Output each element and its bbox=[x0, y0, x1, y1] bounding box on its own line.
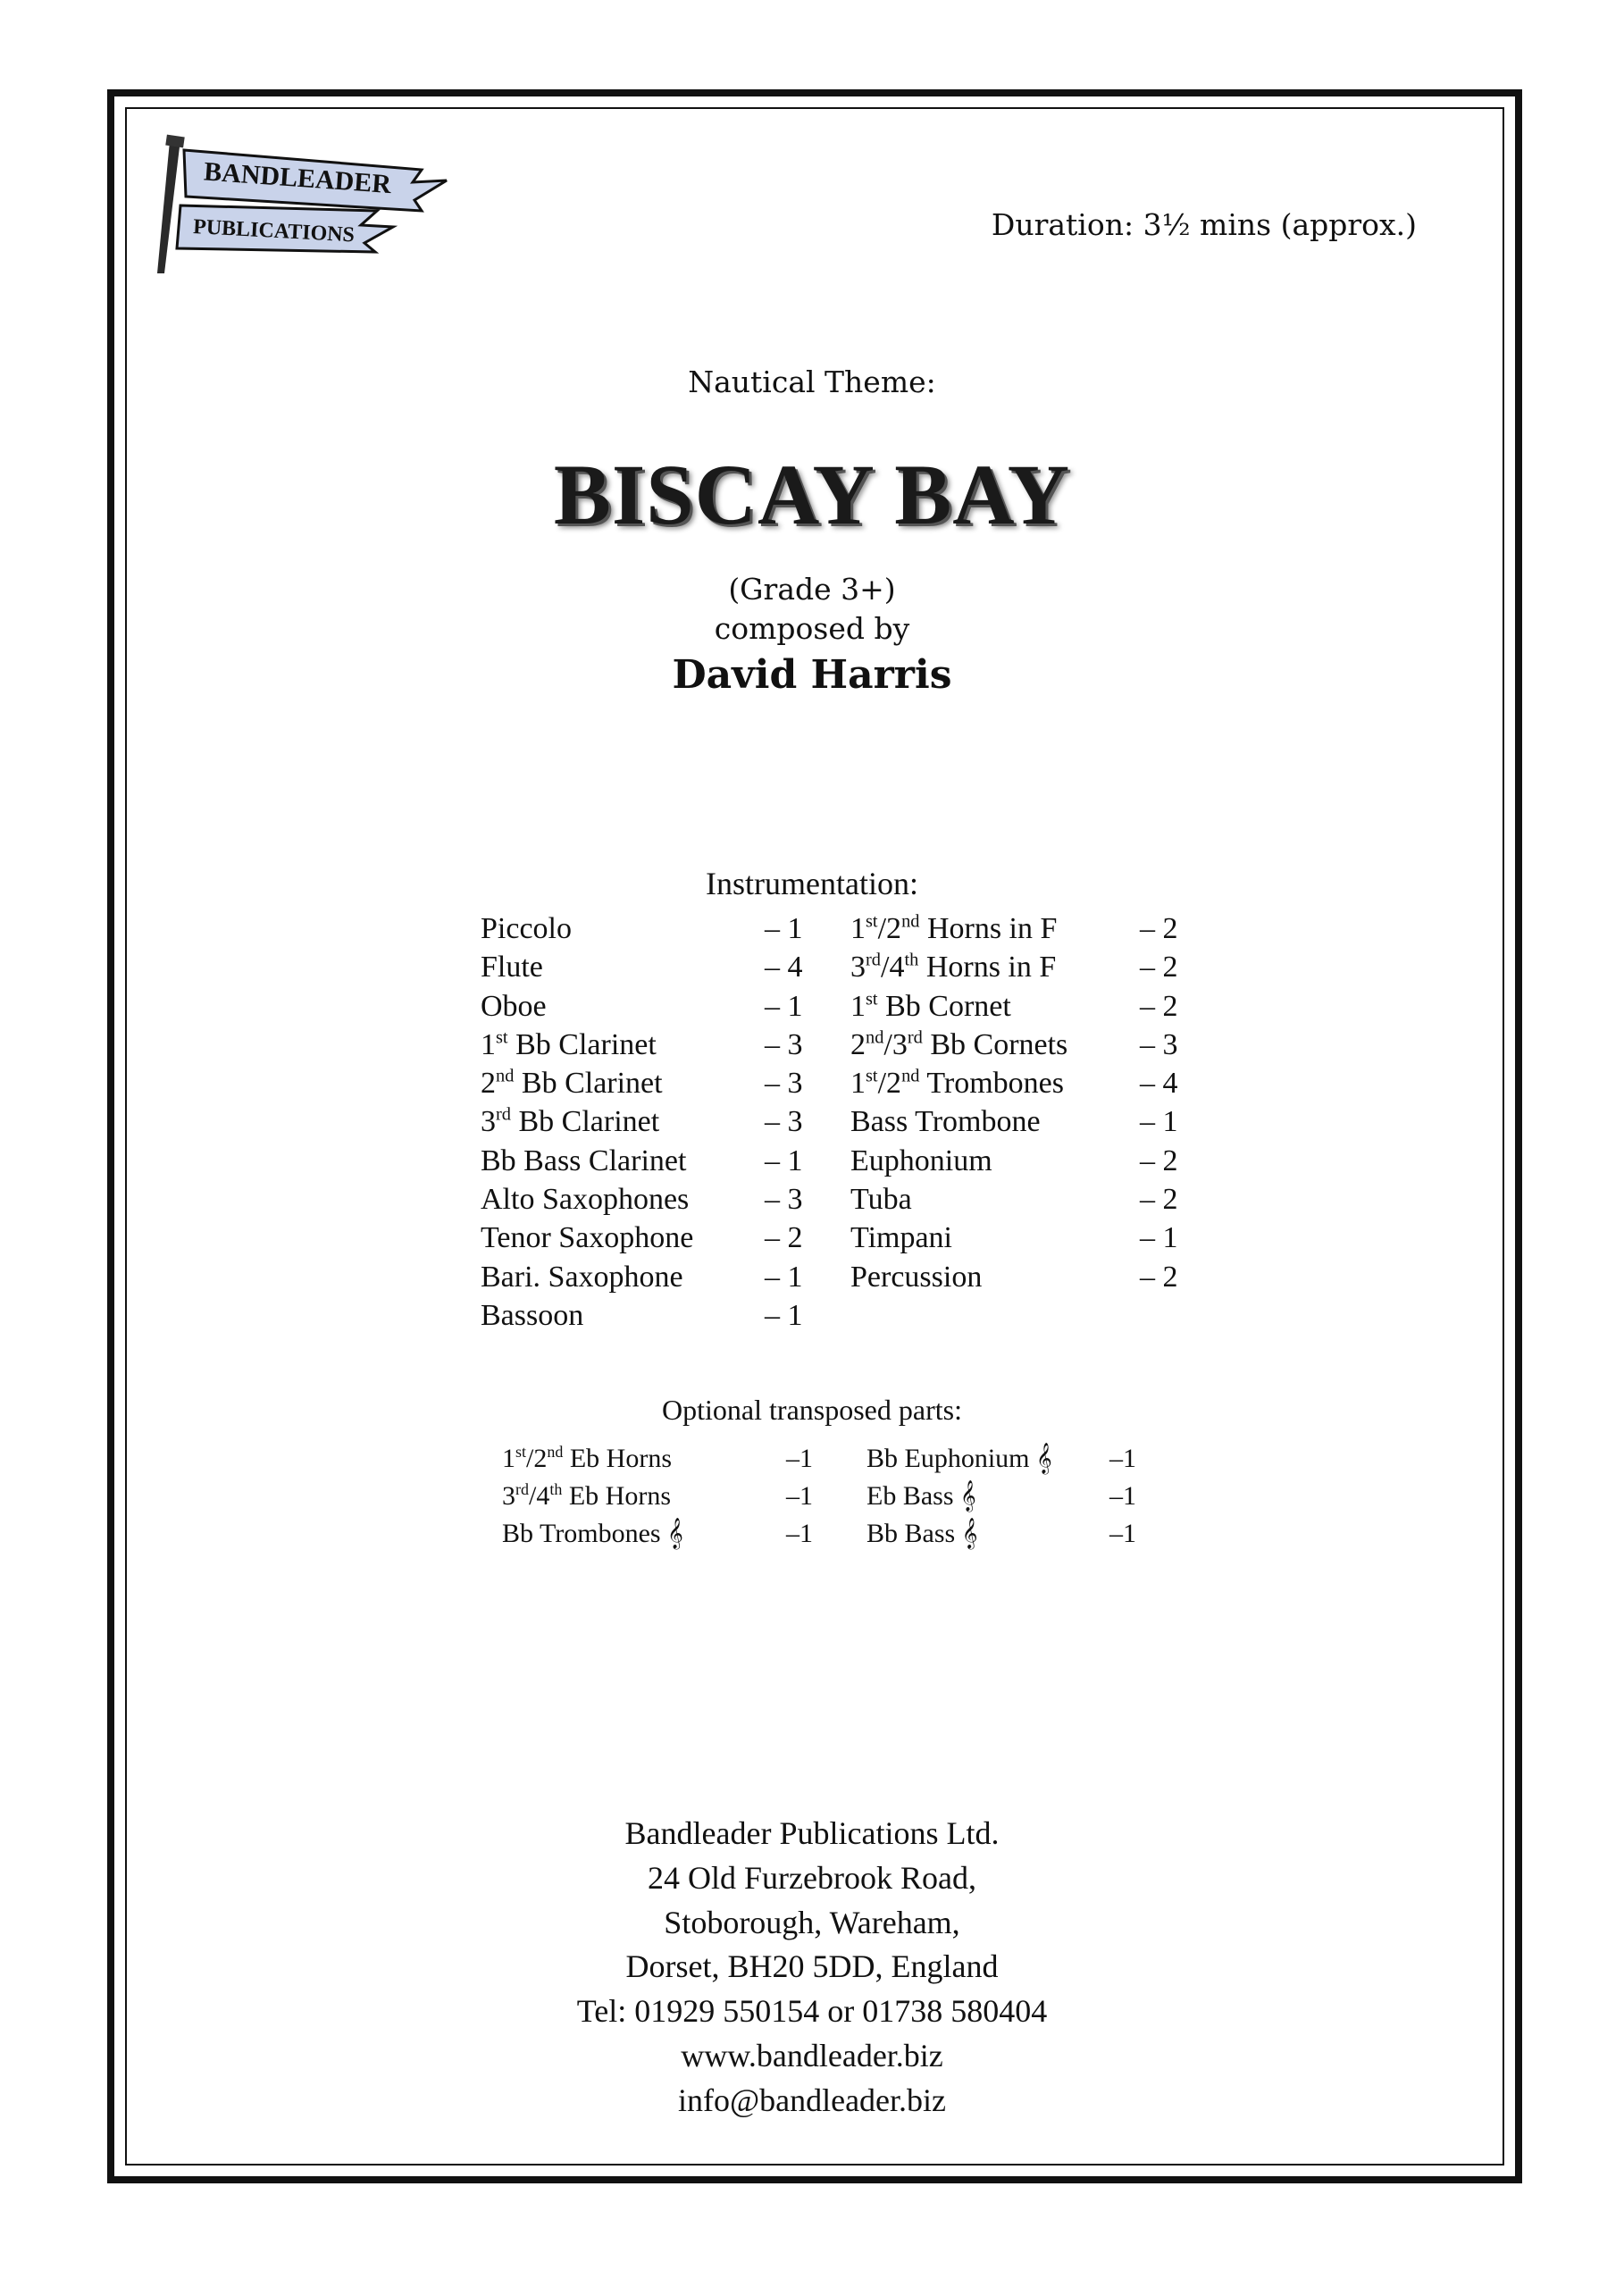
instrument-name: Percussion bbox=[850, 1260, 983, 1294]
list-item bbox=[481, 1064, 802, 1102]
list-item bbox=[850, 1026, 1181, 1064]
ordinal: /2 bbox=[877, 912, 902, 945]
instrument-name: Tuba bbox=[850, 1183, 912, 1217]
instrument-name: Alto Saxophones bbox=[481, 1183, 690, 1217]
street-line: 24 Old Furzebrook Road, bbox=[648, 1859, 976, 1896]
part-count: –1 bbox=[1109, 1444, 1136, 1473]
ordinal-suffix: nd bbox=[901, 911, 920, 932]
composed-by-label: composed by bbox=[714, 611, 910, 646]
publisher-address bbox=[0, 1812, 1624, 2124]
list-item bbox=[866, 1478, 1143, 1515]
ordinal: 3 bbox=[481, 1105, 496, 1139]
part-count: – 2 bbox=[1140, 989, 1178, 1023]
ordinal-suffix: st bbox=[866, 911, 878, 932]
list-item bbox=[481, 909, 802, 948]
website: www.bandleader.biz bbox=[681, 2037, 943, 2073]
ordinal-suffix: st bbox=[515, 1443, 527, 1461]
list-item bbox=[850, 1180, 1181, 1219]
part-count: – 2 bbox=[1140, 1144, 1178, 1177]
part-count: –1 bbox=[1109, 1481, 1136, 1511]
list-item bbox=[502, 1515, 824, 1553]
part-count: –1 bbox=[786, 1519, 813, 1548]
part-count: – 2 bbox=[1140, 1260, 1178, 1294]
theme-label: Nautical Theme: bbox=[688, 364, 936, 399]
ordinal-suffix: nd bbox=[901, 1066, 920, 1086]
part-count: –1 bbox=[786, 1444, 813, 1473]
instrument-name: Bb Bass Clarinet bbox=[481, 1144, 687, 1177]
ordinal: 3 bbox=[850, 951, 866, 984]
instrument-name: Euphonium bbox=[850, 1144, 992, 1177]
ordinal-suffix: st bbox=[866, 989, 878, 1009]
list-item bbox=[850, 1258, 1181, 1296]
email: info@bandleader.biz bbox=[677, 2082, 947, 2118]
part-count: –1 bbox=[786, 1481, 813, 1511]
instrument-name: Bb Bass bbox=[866, 1519, 962, 1548]
list-item bbox=[866, 1440, 1143, 1478]
list-item bbox=[502, 1478, 824, 1515]
instrument-name: Trombones bbox=[919, 1067, 1065, 1101]
instrument-name: Horns in F bbox=[919, 912, 1058, 945]
ordinal-suffix: rd bbox=[866, 950, 881, 970]
instrument-name: Bb Cornets bbox=[922, 1027, 1068, 1061]
part-count: – 1 bbox=[765, 1144, 803, 1177]
part-count: – 3 bbox=[765, 1027, 803, 1061]
part-count: – 1 bbox=[1140, 1221, 1178, 1255]
list-item bbox=[481, 987, 802, 1026]
instrument-name: Tenor Saxophone bbox=[481, 1221, 694, 1255]
part-count: – 4 bbox=[1140, 1067, 1178, 1101]
part-count: – 4 bbox=[765, 951, 803, 984]
page-title: BISCAY BAY bbox=[553, 447, 1071, 542]
instrument-name: Bb Clarinet bbox=[507, 1027, 657, 1061]
list-item bbox=[866, 1515, 1143, 1553]
list-item bbox=[481, 1258, 802, 1296]
ordinal-suffix: st bbox=[496, 1027, 508, 1048]
part-count: – 1 bbox=[765, 912, 803, 945]
part-count: – 1 bbox=[765, 1298, 803, 1332]
part-count: – 3 bbox=[765, 1105, 803, 1139]
part-count: – 2 bbox=[1140, 912, 1178, 945]
ordinal-suffix: nd bbox=[496, 1066, 515, 1086]
company-name: Bandleader Publications Ltd. bbox=[624, 1815, 1000, 1851]
logo-line1: BANDLEADER bbox=[203, 156, 393, 200]
optional-list-right bbox=[866, 1440, 1143, 1553]
ordinal: /2 bbox=[526, 1444, 548, 1473]
ordinal-suffix: rd bbox=[515, 1480, 529, 1498]
telephone: Tel: 01929 550154 or 01738 580404 bbox=[576, 1993, 1048, 2030]
instrument-name: Bari. Saxophone bbox=[481, 1260, 683, 1294]
part-count: – 3 bbox=[765, 1183, 803, 1217]
ordinal: 3 bbox=[502, 1481, 515, 1511]
part-count: – 1 bbox=[765, 1260, 803, 1294]
ordinal: /3 bbox=[883, 1027, 908, 1061]
ordinal-suffix: nd bbox=[866, 1027, 884, 1048]
list-item bbox=[850, 1142, 1181, 1180]
instrument-name: Eb Horns bbox=[563, 1444, 673, 1473]
instrument-name: Bb Trombones bbox=[502, 1519, 668, 1548]
ordinal: 1 bbox=[850, 989, 866, 1023]
list-item bbox=[850, 1219, 1181, 1257]
ordinal: /4 bbox=[529, 1481, 550, 1511]
instrument-name: Piccolo bbox=[481, 912, 572, 945]
ordinal-suffix: nd bbox=[547, 1443, 564, 1461]
optional-list-left bbox=[502, 1440, 824, 1553]
list-item bbox=[481, 1102, 802, 1141]
list-item bbox=[481, 1026, 802, 1064]
list-item bbox=[502, 1440, 824, 1478]
treble-clef-icon: 𝄞 bbox=[1036, 1443, 1052, 1474]
ordinal: 1 bbox=[481, 1027, 496, 1061]
instrument-name: Horns in F bbox=[918, 951, 1057, 984]
instrument-name: Oboe bbox=[481, 989, 547, 1023]
list-item bbox=[481, 1219, 802, 1257]
list-item bbox=[850, 1102, 1181, 1141]
instrument-name: Bb Clarinet bbox=[514, 1067, 663, 1101]
instrument-name: Bassoon bbox=[481, 1298, 584, 1332]
ordinal-suffix: rd bbox=[496, 1105, 511, 1126]
optional-parts-heading: Optional transposed parts: bbox=[662, 1394, 962, 1426]
treble-clef-icon: 𝄞 bbox=[961, 1518, 978, 1549]
ordinal: 1 bbox=[850, 1067, 866, 1101]
list-item bbox=[850, 987, 1181, 1026]
part-count: – 3 bbox=[1140, 1027, 1178, 1061]
instrument-name: Eb Horns bbox=[562, 1481, 672, 1511]
ordinal: 1 bbox=[850, 912, 866, 945]
part-count: – 3 bbox=[765, 1067, 803, 1101]
instrument-name: Timpani bbox=[850, 1221, 953, 1255]
region-line: Dorset, BH20 5DD, England bbox=[625, 1948, 999, 1985]
ordinal: 1 bbox=[502, 1444, 515, 1473]
ordinal: /2 bbox=[877, 1067, 902, 1101]
list-item bbox=[850, 948, 1181, 986]
logo-line2: PUBLICATIONS bbox=[192, 214, 356, 247]
treble-clef-icon: 𝄞 bbox=[960, 1480, 976, 1512]
list-item bbox=[850, 1064, 1181, 1102]
composer-name: David Harris bbox=[672, 652, 952, 698]
list-item bbox=[481, 1142, 802, 1180]
ordinal: 2 bbox=[481, 1067, 496, 1101]
part-count: – 2 bbox=[1140, 1183, 1178, 1217]
part-count: – 1 bbox=[765, 989, 803, 1023]
list-item bbox=[850, 909, 1181, 948]
list-item bbox=[481, 948, 802, 986]
instrument-name: Bb Cornet bbox=[877, 989, 1011, 1023]
ordinal-suffix: rd bbox=[907, 1027, 923, 1048]
grade: (Grade 3+) bbox=[728, 572, 896, 607]
ordinal-suffix: st bbox=[866, 1066, 878, 1086]
instrument-name: Eb Bass bbox=[866, 1481, 960, 1511]
treble-clef-icon: 𝄞 bbox=[667, 1518, 683, 1549]
town-line: Stoborough, Wareham, bbox=[664, 1904, 960, 1940]
bandleader-logo bbox=[154, 134, 466, 277]
ordinal-suffix: th bbox=[904, 950, 919, 970]
part-count: –1 bbox=[1109, 1519, 1136, 1548]
instrument-name: Flute bbox=[481, 951, 543, 984]
instrument-name: Bb Euphonium bbox=[866, 1444, 1037, 1473]
list-item bbox=[481, 1296, 802, 1335]
part-count: – 2 bbox=[765, 1221, 803, 1255]
part-count: – 1 bbox=[1140, 1105, 1178, 1139]
ordinal: /4 bbox=[881, 951, 905, 984]
list-item bbox=[481, 1180, 802, 1219]
ordinal-suffix: th bbox=[549, 1480, 563, 1498]
instrument-name: Bb Clarinet bbox=[511, 1105, 660, 1139]
instrumentation-list-right bbox=[850, 909, 1181, 1296]
part-count: – 2 bbox=[1140, 951, 1178, 984]
instrumentation-list-left bbox=[481, 909, 802, 1335]
duration: Duration: 3½ mins (approx.) bbox=[991, 207, 1417, 242]
instrumentation-heading: Instrumentation: bbox=[706, 866, 918, 901]
instrument-name: Bass Trombone bbox=[850, 1105, 1041, 1139]
ordinal: 2 bbox=[850, 1027, 866, 1061]
